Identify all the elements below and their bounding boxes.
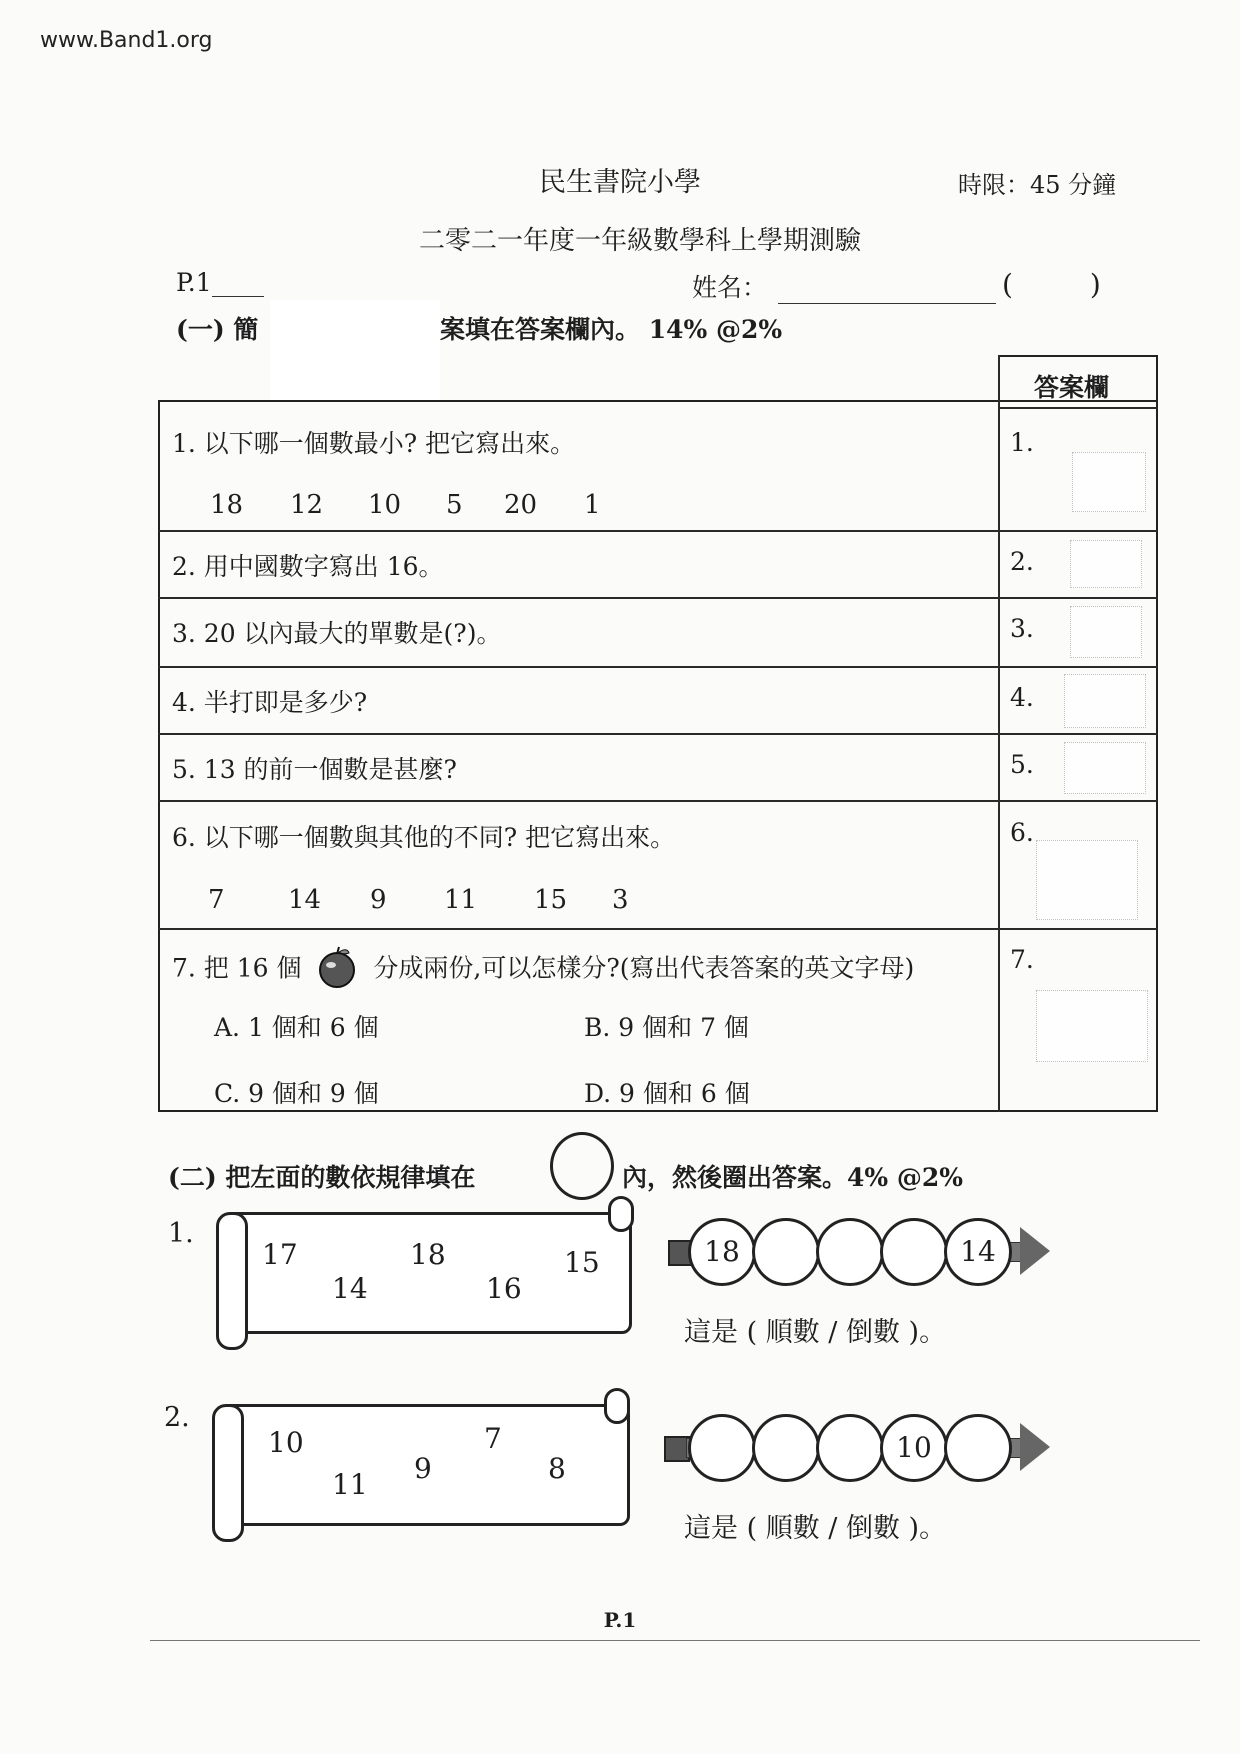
number: 14 [288,885,322,915]
answer-label-4: 4. [1010,683,1034,712]
time-limit: 時限：45 分鐘 [958,171,1117,199]
answer-label-3: 3. [1010,614,1034,643]
answer-label-7: 7. [1010,945,1034,974]
question-7-text-a: 7. 把 16 個 [172,953,302,983]
bead-input[interactable] [816,1414,884,1482]
answer-field-6[interactable] [1036,840,1138,920]
section2-title-a: (二) 把左面的數依規律填在 [168,1163,476,1192]
bead: 10 [880,1414,948,1482]
answer-label-6: 6. [1010,818,1034,847]
bead-input[interactable] [816,1218,884,1286]
number: 3 [612,885,629,915]
class-label: P.1 [176,268,212,297]
number: 18 [210,490,244,520]
number: 12 [290,490,324,520]
option-b: B. 9 個和 7 個 [584,1013,749,1042]
question-1-numbers [210,490,601,520]
school-name: 民生書院小學 [539,167,701,198]
number: 20 [504,490,538,520]
number: 1 [584,490,601,520]
bead-input[interactable] [752,1414,820,1482]
arrow-right-icon [1020,1227,1050,1275]
footer-divider [150,1640,1200,1641]
answer-field-7[interactable] [1036,990,1148,1062]
name-label: 姓名： [692,273,768,302]
scroll-number: 7 [484,1422,502,1455]
page-number: P.1 [603,1608,637,1632]
blank-circle-icon [550,1132,614,1200]
number: 9 [370,885,387,915]
answer-field-4[interactable] [1064,674,1146,728]
item-2-label: 2. [164,1402,190,1433]
bead-input[interactable] [880,1218,948,1286]
scroll-number: 18 [410,1238,446,1271]
answer-field-5[interactable] [1064,742,1146,794]
exam-title: 二零二一年度一年級數學科上學期測驗 [418,226,861,256]
option-c: C. 9 個和 9 個 [214,1079,379,1108]
scroll-number: 10 [268,1426,304,1459]
question-6: 6. 以下哪一個數與其他的不同? 把它寫出來。 [172,823,676,852]
section2-title-b: 內，然後圈出答案。4% @2% [622,1163,964,1192]
scroll-number: 8 [548,1452,566,1485]
scroll-number: 16 [486,1272,522,1305]
scroll-number: 17 [262,1238,298,1271]
question-7-text-b: 分成兩份,可以怎樣分?(寫出代表答案的英文字母) [373,953,915,983]
number: 11 [444,885,478,915]
scroll-number: 14 [332,1272,368,1305]
answer-field-3[interactable] [1070,606,1142,658]
bead-input[interactable] [688,1414,756,1482]
number: 15 [534,885,568,915]
question-2: 2. 用中國數字寫出 16。 [172,552,444,581]
answer-field-1[interactable] [1072,452,1146,512]
number: 7 [208,885,225,915]
option-d: D. 9 個和 6 個 [584,1079,750,1108]
section1-title-left: (一) 簡 [176,315,259,344]
answer-field-2[interactable] [1070,540,1142,588]
bead-input[interactable] [752,1218,820,1286]
name-field[interactable] [778,303,996,304]
class-number-field[interactable]: ( ) [1002,268,1135,301]
apple-icon [315,945,359,995]
scroll-number: 11 [332,1468,368,1501]
order-choice-2[interactable]: 這是 ( 順數 / 倒數 )。 [684,1513,947,1544]
scroll-number: 9 [414,1452,432,1485]
question-5: 5. 13 的前一個數是甚麼? [172,755,457,784]
answer-column-header: 答案欄 [1034,373,1110,402]
scroll-number: 15 [564,1246,600,1279]
number: 5 [446,490,463,520]
question-6-numbers [208,885,629,915]
arrow-right-icon [1020,1423,1050,1471]
question-3: 3. 20 以內最大的單數是(?)。 [172,619,502,648]
order-choice-1[interactable]: 這是 ( 順數 / 倒數 )。 [684,1317,947,1348]
bead-input[interactable] [944,1414,1012,1482]
answer-label-2: 2. [1010,547,1034,576]
item-1-label: 1. [168,1218,194,1249]
option-a: A. 1 個和 6 個 [214,1013,379,1042]
answer-label-1: 1. [1010,428,1034,457]
redaction-patch [270,300,440,400]
answer-label-5: 5. [1010,750,1034,779]
question-4: 4. 半打即是多少? [172,688,368,717]
section1-title-right: 案填在答案欄內。 14% @2% [440,315,783,344]
bead: 14 [944,1218,1012,1286]
bead: 18 [688,1218,756,1286]
question-7 [172,945,914,995]
number: 10 [368,490,402,520]
class-field[interactable] [212,296,264,297]
watermark: www.Band1.org [40,28,213,53]
question-1: 1. 以下哪一個數最小? 把它寫出來。 [172,429,576,458]
